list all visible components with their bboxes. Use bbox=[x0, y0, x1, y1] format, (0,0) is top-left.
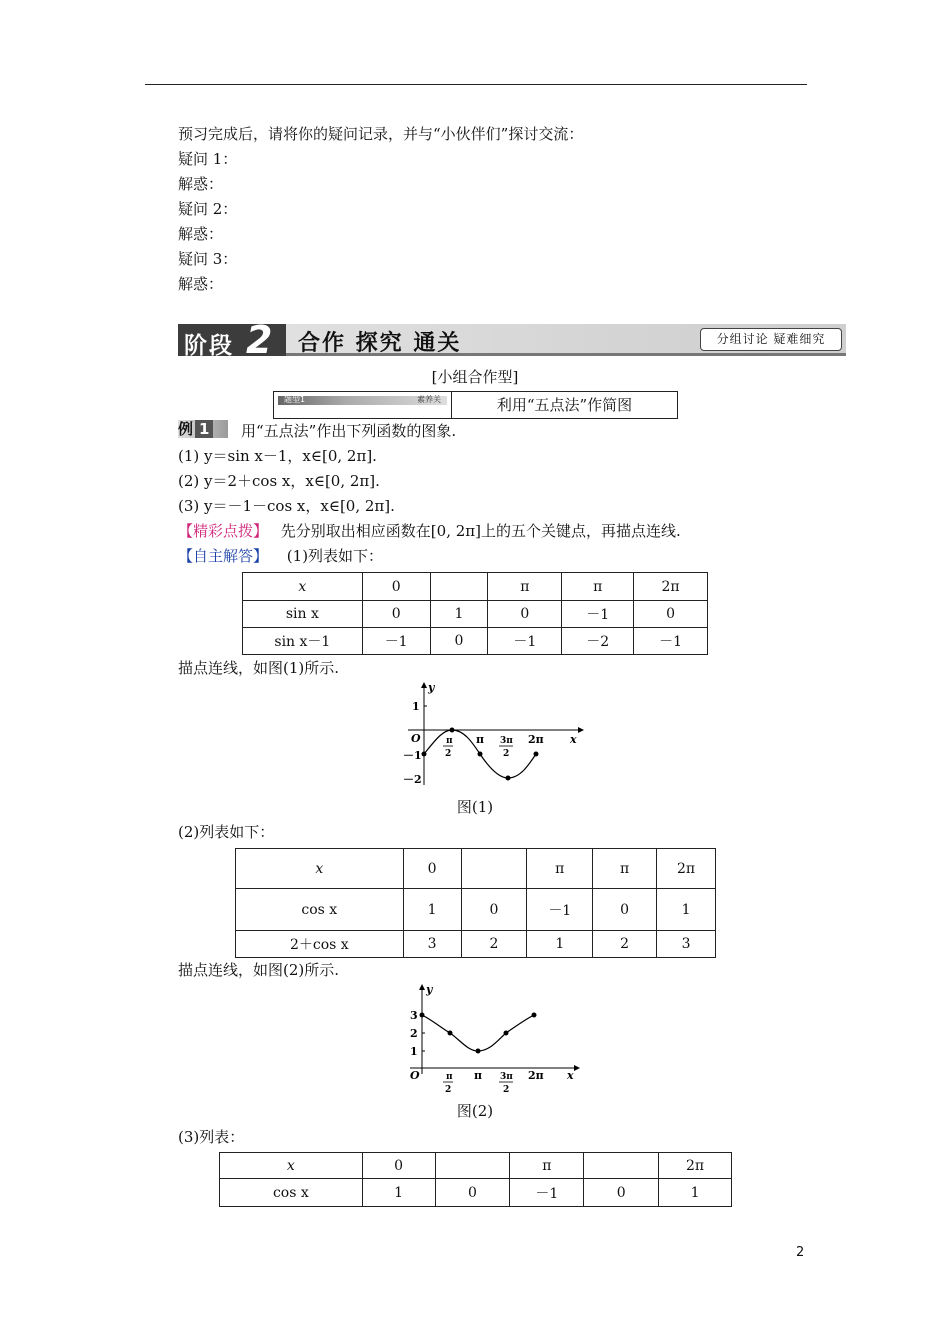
type-tag-strip bbox=[278, 396, 447, 405]
part-2-label: (2)列表如下： bbox=[178, 823, 275, 841]
table-row bbox=[220, 1179, 732, 1207]
type-tag-cell bbox=[274, 392, 452, 418]
table-cell: 2 bbox=[593, 931, 657, 958]
type-tag-right: 素养关 bbox=[417, 395, 441, 404]
table-row bbox=[236, 931, 716, 958]
x-tick-label: 2 bbox=[503, 749, 510, 759]
table-cell: 1 bbox=[430, 601, 488, 628]
table-cell: π bbox=[488, 573, 562, 601]
x-tick-label: 2 bbox=[503, 1085, 510, 1092]
table-row bbox=[220, 1153, 732, 1179]
example-prompt: 用“五点法”作出下列函数的图象. bbox=[241, 422, 457, 440]
table-row bbox=[243, 628, 708, 655]
table-cell: 0 bbox=[403, 849, 461, 889]
table-cell: 0 bbox=[362, 573, 430, 601]
x-tick-label: 2π bbox=[528, 1069, 544, 1082]
stage-banner bbox=[178, 318, 846, 362]
y-tick-label: 1 bbox=[410, 1045, 418, 1058]
header-rule bbox=[145, 84, 807, 85]
table-cell: 1 bbox=[403, 889, 461, 931]
type-tag: 题型1 bbox=[284, 395, 306, 404]
x-axis-arrow bbox=[578, 727, 584, 733]
curve bbox=[422, 1015, 534, 1051]
intro-prompt: 预习完成后，请将你的疑问记录，并与“小伙伴们”探讨交流： bbox=[178, 125, 584, 143]
table-cell: cos x bbox=[220, 1179, 363, 1207]
table-cell: －2 bbox=[562, 628, 634, 655]
table-cell: 2π bbox=[657, 849, 716, 889]
stage-badge: 分组讨论 疑难细究 bbox=[700, 328, 842, 351]
stage-title-bar bbox=[286, 324, 846, 356]
key-point bbox=[476, 1049, 481, 1054]
group-type-label: [小组合作型] bbox=[431, 368, 519, 386]
question-2: 疑问 2： bbox=[178, 200, 238, 218]
stage-label: 阶段 bbox=[184, 333, 234, 359]
table-cell: 0 bbox=[593, 889, 657, 931]
table-cell: 3 bbox=[403, 931, 461, 958]
table-cell: －1 bbox=[362, 628, 430, 655]
table-cell: x bbox=[243, 573, 363, 601]
table-cell bbox=[584, 1153, 659, 1179]
table-cell: 2π bbox=[659, 1153, 732, 1179]
y-axis-arrow bbox=[421, 682, 427, 688]
hint-tag: 【精彩点拨】 bbox=[178, 522, 269, 540]
example-item-3: (3) y＝－1－cos x，x∈[0, 2π]. bbox=[178, 497, 395, 515]
graph-1 bbox=[398, 680, 588, 790]
table-cell: 0 bbox=[488, 601, 562, 628]
key-point bbox=[506, 776, 511, 781]
example-number: 1 bbox=[195, 420, 213, 438]
key-point bbox=[448, 1031, 453, 1036]
table-cell: 0 bbox=[362, 601, 430, 628]
example-badge-label: 例 bbox=[178, 420, 194, 438]
graph-2-caption: 图(2) bbox=[456, 1102, 494, 1120]
y-tick-label: 3 bbox=[410, 1009, 418, 1022]
x-axis-arrow bbox=[574, 1065, 580, 1071]
table-cell: 2 bbox=[461, 931, 527, 958]
table-cell: 1 bbox=[657, 889, 716, 931]
table-cell: 0 bbox=[430, 628, 488, 655]
table-cell: －1 bbox=[488, 628, 562, 655]
graph-1-caption: 图(1) bbox=[456, 798, 494, 816]
table-3 bbox=[219, 1152, 732, 1207]
table-cell: π bbox=[562, 573, 634, 601]
answer-3: 解惑： bbox=[178, 275, 224, 293]
table-row bbox=[236, 849, 716, 889]
table-cell bbox=[461, 849, 527, 889]
x-tick-label: 2 bbox=[445, 1085, 452, 1092]
table-cell: 2π bbox=[634, 573, 708, 601]
x-tick-label: π bbox=[446, 1072, 453, 1082]
y-axis-label: y bbox=[428, 681, 435, 694]
table-cell: 0 bbox=[461, 889, 527, 931]
key-point bbox=[478, 752, 483, 757]
table-cell: 1 bbox=[362, 1179, 435, 1207]
x-tick-label: 2 bbox=[445, 749, 452, 759]
question-1: 疑问 1： bbox=[178, 150, 238, 168]
table-cell: x bbox=[220, 1153, 363, 1179]
table-cell: －1 bbox=[510, 1179, 584, 1207]
table-row bbox=[243, 601, 708, 628]
y-tick-label: －2 bbox=[403, 773, 422, 786]
table-cell: 0 bbox=[362, 1153, 435, 1179]
table-cell: π bbox=[527, 849, 593, 889]
table-row bbox=[236, 889, 716, 931]
table-1 bbox=[242, 572, 708, 655]
table-cell: sin x－1 bbox=[243, 628, 363, 655]
table-cell: 1 bbox=[659, 1179, 732, 1207]
key-point bbox=[532, 1013, 537, 1018]
example-badge bbox=[178, 420, 228, 438]
origin-label: O bbox=[411, 732, 421, 745]
type-title: 利用“五点法”作简图 bbox=[496, 396, 633, 414]
stage-number: 2 bbox=[246, 318, 273, 362]
y-axis-label: y bbox=[426, 983, 433, 996]
solution-line bbox=[178, 546, 383, 566]
connect-2: 描点连线，如图(2)所示. bbox=[178, 961, 340, 979]
table-cell: －1 bbox=[527, 889, 593, 931]
table-cell bbox=[430, 573, 488, 601]
example-item-2: (2) y＝2＋cos x，x∈[0, 2π]. bbox=[178, 472, 380, 490]
part-3-label: (3)列表： bbox=[178, 1128, 245, 1146]
table-cell bbox=[435, 1153, 510, 1179]
hint-text: 先分别取出相应函数在[0, 2π]上的五个关键点，再描点连线. bbox=[280, 522, 681, 540]
key-point bbox=[420, 1013, 425, 1018]
table-cell: sin x bbox=[243, 601, 363, 628]
table-cell: 1 bbox=[527, 931, 593, 958]
y-tick-label: －1 bbox=[403, 749, 422, 762]
table-cell: cos x bbox=[236, 889, 404, 931]
y-tick-label: 1 bbox=[412, 700, 420, 713]
table-cell: －1 bbox=[562, 601, 634, 628]
key-point bbox=[422, 752, 427, 757]
x-tick-label: 3π bbox=[500, 1072, 513, 1082]
table-row bbox=[243, 573, 708, 601]
question-3: 疑问 3： bbox=[178, 250, 238, 268]
connect-1: 描点连线，如图(1)所示. bbox=[178, 659, 340, 677]
stage-label-block bbox=[178, 318, 286, 362]
hint-line bbox=[178, 521, 681, 541]
key-point bbox=[450, 728, 455, 733]
y-tick-label: 2 bbox=[410, 1027, 418, 1040]
table-cell: 2＋cos x bbox=[236, 931, 404, 958]
table-cell: 0 bbox=[435, 1179, 510, 1207]
graph-2 bbox=[400, 982, 590, 1092]
x-tick-label: 3π bbox=[500, 736, 513, 746]
question-type-box bbox=[273, 391, 678, 419]
table-cell: 0 bbox=[584, 1179, 659, 1207]
solution-text: (1)列表如下： bbox=[286, 547, 384, 565]
key-point bbox=[504, 1031, 509, 1036]
x-tick-label: π bbox=[474, 1069, 483, 1082]
x-tick-label: π bbox=[476, 733, 485, 746]
x-tick-label: π bbox=[446, 736, 453, 746]
table-cell: π bbox=[510, 1153, 584, 1179]
table-cell: －1 bbox=[634, 628, 708, 655]
table-cell: 0 bbox=[634, 601, 708, 628]
y-axis-arrow bbox=[419, 984, 425, 990]
solution-tag: 【自主解答】 bbox=[178, 547, 269, 565]
answer-2: 解惑： bbox=[178, 225, 224, 243]
origin-label: O bbox=[410, 1069, 420, 1082]
x-axis-label: x bbox=[570, 733, 577, 746]
table-cell: 3 bbox=[657, 931, 716, 958]
example-item-1: (1) y＝sin x－1，x∈[0, 2π]. bbox=[178, 447, 377, 465]
page-number: 2 bbox=[796, 1245, 805, 1260]
table-cell: π bbox=[593, 849, 657, 889]
table-2 bbox=[235, 848, 716, 958]
x-tick-label: 2π bbox=[528, 733, 544, 746]
x-axis-label: x bbox=[567, 1069, 574, 1082]
table-cell: x bbox=[236, 849, 404, 889]
key-point bbox=[534, 752, 539, 757]
answer-1: 解惑： bbox=[178, 175, 224, 193]
stage-title: 合作 探究 通关 bbox=[298, 331, 462, 356]
